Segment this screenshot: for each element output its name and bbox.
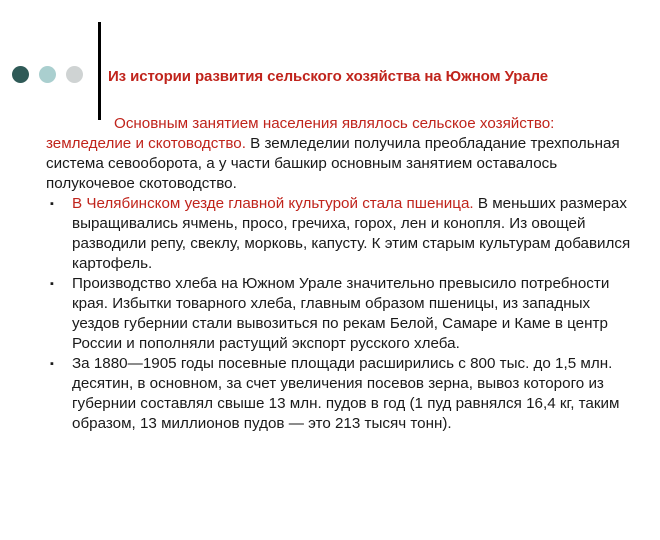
slide-title: Из истории развития сельского хозяйства на Южном Урале xyxy=(108,68,549,85)
decorative-dots xyxy=(12,66,83,83)
bullet-item xyxy=(46,354,636,434)
bullet-text: За 1880—1905 годы посевные площади расширились с 800 тыс. до 1,5 млн. десятин, в основном, за счет увеличения посевов зерна, вывоз которого из губернии составлял свыше 13 млн. пудов в год (1 пуд равнялся 16,4 кг, таким образом, 13 миллионов пудов — это 213 тысяч тонн). xyxy=(72,355,620,432)
intro-text: В земледелии получила преобладание трехпольная система севооборота, а у части башкир основным занятием оставалось полукочевое скотоводство. xyxy=(46,135,620,192)
intro-paragraph xyxy=(46,114,636,194)
intro-highlight: Основным занятием населения являлось сельское хозяйство: земледелие и скотоводство. xyxy=(46,115,555,152)
bullet-item xyxy=(46,194,636,274)
bullet-square-icon: ▪ xyxy=(50,198,54,210)
bullet-highlight: В Челябинском уезде главной культурой стала пшеница. xyxy=(72,195,474,212)
bullet-item xyxy=(46,274,636,354)
bullet-text: Производство хлеба на Южном Урале значительно превысило потребности края. Избытки товарного хлеба, главным образом пшеницы, из западных уездов губернии стали вывозиться по рекам Белой, Самаре и Каме в центр России и пополняли растущий экспорт русского хлеба. xyxy=(72,275,610,352)
bullet-square-icon: ▪ xyxy=(50,358,54,370)
dark-circle-icon xyxy=(12,66,29,83)
vertical-divider xyxy=(98,22,101,120)
bullet-text: В меньших размерах выращивались ячмень, просо, гречиха, горох, лен и конопля. Из овощей разводили репу, свеклу, морковь, капусту. К этим старым культурам добавился картофель. xyxy=(72,195,631,272)
gray-circle-icon xyxy=(66,66,83,83)
bullet-list xyxy=(46,194,636,434)
bullet-square-icon: ▪ xyxy=(50,278,54,290)
light-teal-circle-icon xyxy=(39,66,56,83)
slide-body xyxy=(46,114,636,434)
